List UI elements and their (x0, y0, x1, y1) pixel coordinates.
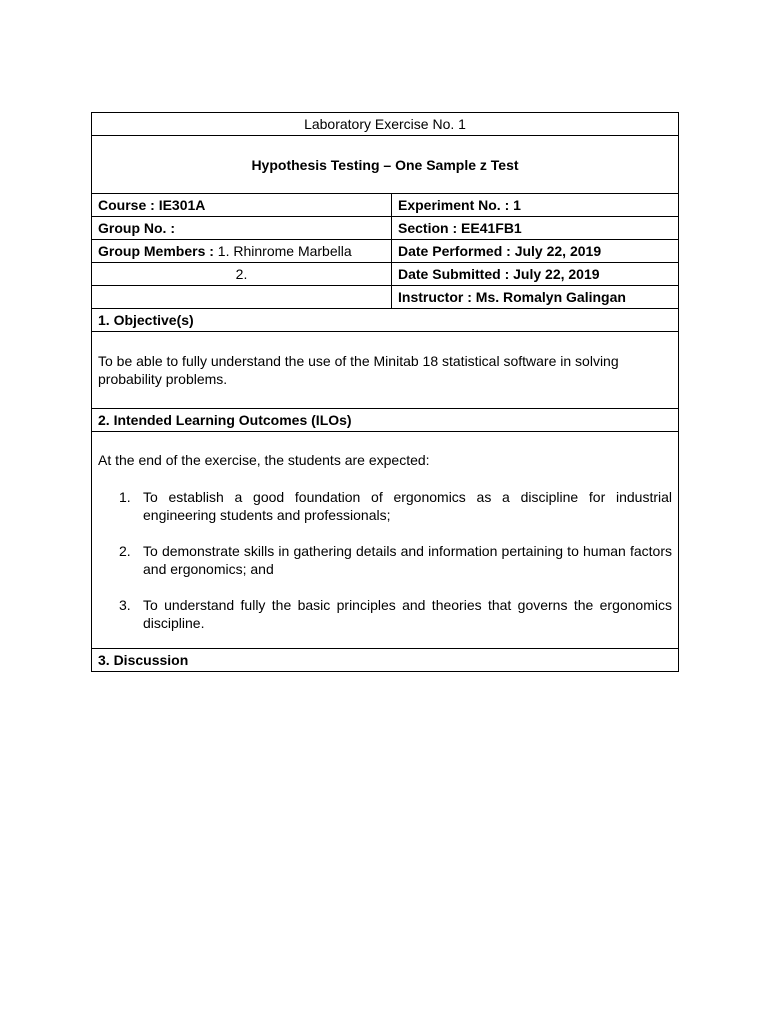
group-members-cell (92, 240, 392, 263)
objective-text: To be able to fully understand the use of the Minitab 18 statistical software in solving probability problems. (92, 332, 679, 409)
date-submitted-label: Date Submitted : (398, 266, 514, 282)
list-item (98, 542, 672, 578)
list-item-number: 2. (119, 543, 131, 559)
date-submitted-value: July 22, 2019 (513, 266, 600, 282)
course-value: IE301A (158, 197, 206, 213)
discussion-heading: 3. Discussion (92, 649, 679, 672)
ilo-list (98, 488, 672, 632)
section-cell (392, 217, 679, 240)
date-performed-value: July 22, 2019 (514, 243, 602, 259)
instructor-value: Ms. Romalyn Galingan (475, 289, 626, 305)
objective-heading: 1. Objective(s) (92, 309, 679, 332)
list-item-text: To understand fully the basic principles and theories that governs the ergonomics discipline. (143, 597, 672, 631)
experiment-value: 1 (513, 197, 521, 213)
list-item-number: 1. (119, 489, 131, 505)
group-member-1: 1. Rhinrome Marbella (217, 243, 352, 259)
list-item (98, 596, 672, 632)
date-submitted-cell (392, 263, 679, 286)
list-item-text: To establish a good foundation of ergonomics as a discipline for industrial engineering students and professionals; (143, 489, 672, 523)
group-no-label: Group No. : (92, 217, 392, 240)
lab-exercise-form (91, 112, 679, 672)
list-item-number: 3. (119, 597, 131, 613)
instructor-cell (392, 286, 679, 309)
course-cell (92, 194, 392, 217)
list-item (98, 488, 672, 524)
ilo-intro: At the end of the exercise, the students are expected: (98, 452, 430, 468)
group-members-label: Group Members : (98, 243, 218, 259)
group-member-2: 2. (92, 263, 392, 286)
section-label: Section : (398, 220, 462, 236)
ilo-heading: 2. Intended Learning Outcomes (ILOs) (92, 409, 679, 432)
empty-cell (92, 286, 392, 309)
experiment-cell (392, 194, 679, 217)
date-performed-label: Date Performed : (398, 243, 515, 259)
instructor-label: Instructor : (398, 289, 476, 305)
list-item-text: To demonstrate skills in gathering details and information pertaining to human factors and ergonomics; and (143, 543, 672, 577)
ilo-body (92, 432, 679, 649)
exercise-subtitle: Hypothesis Testing – One Sample z Test (92, 136, 679, 194)
experiment-label: Experiment No. : (398, 197, 514, 213)
date-performed-cell (392, 240, 679, 263)
course-label: Course : (98, 197, 159, 213)
exercise-title: Laboratory Exercise No. 1 (92, 113, 679, 136)
section-value: EE41FB1 (461, 220, 522, 236)
